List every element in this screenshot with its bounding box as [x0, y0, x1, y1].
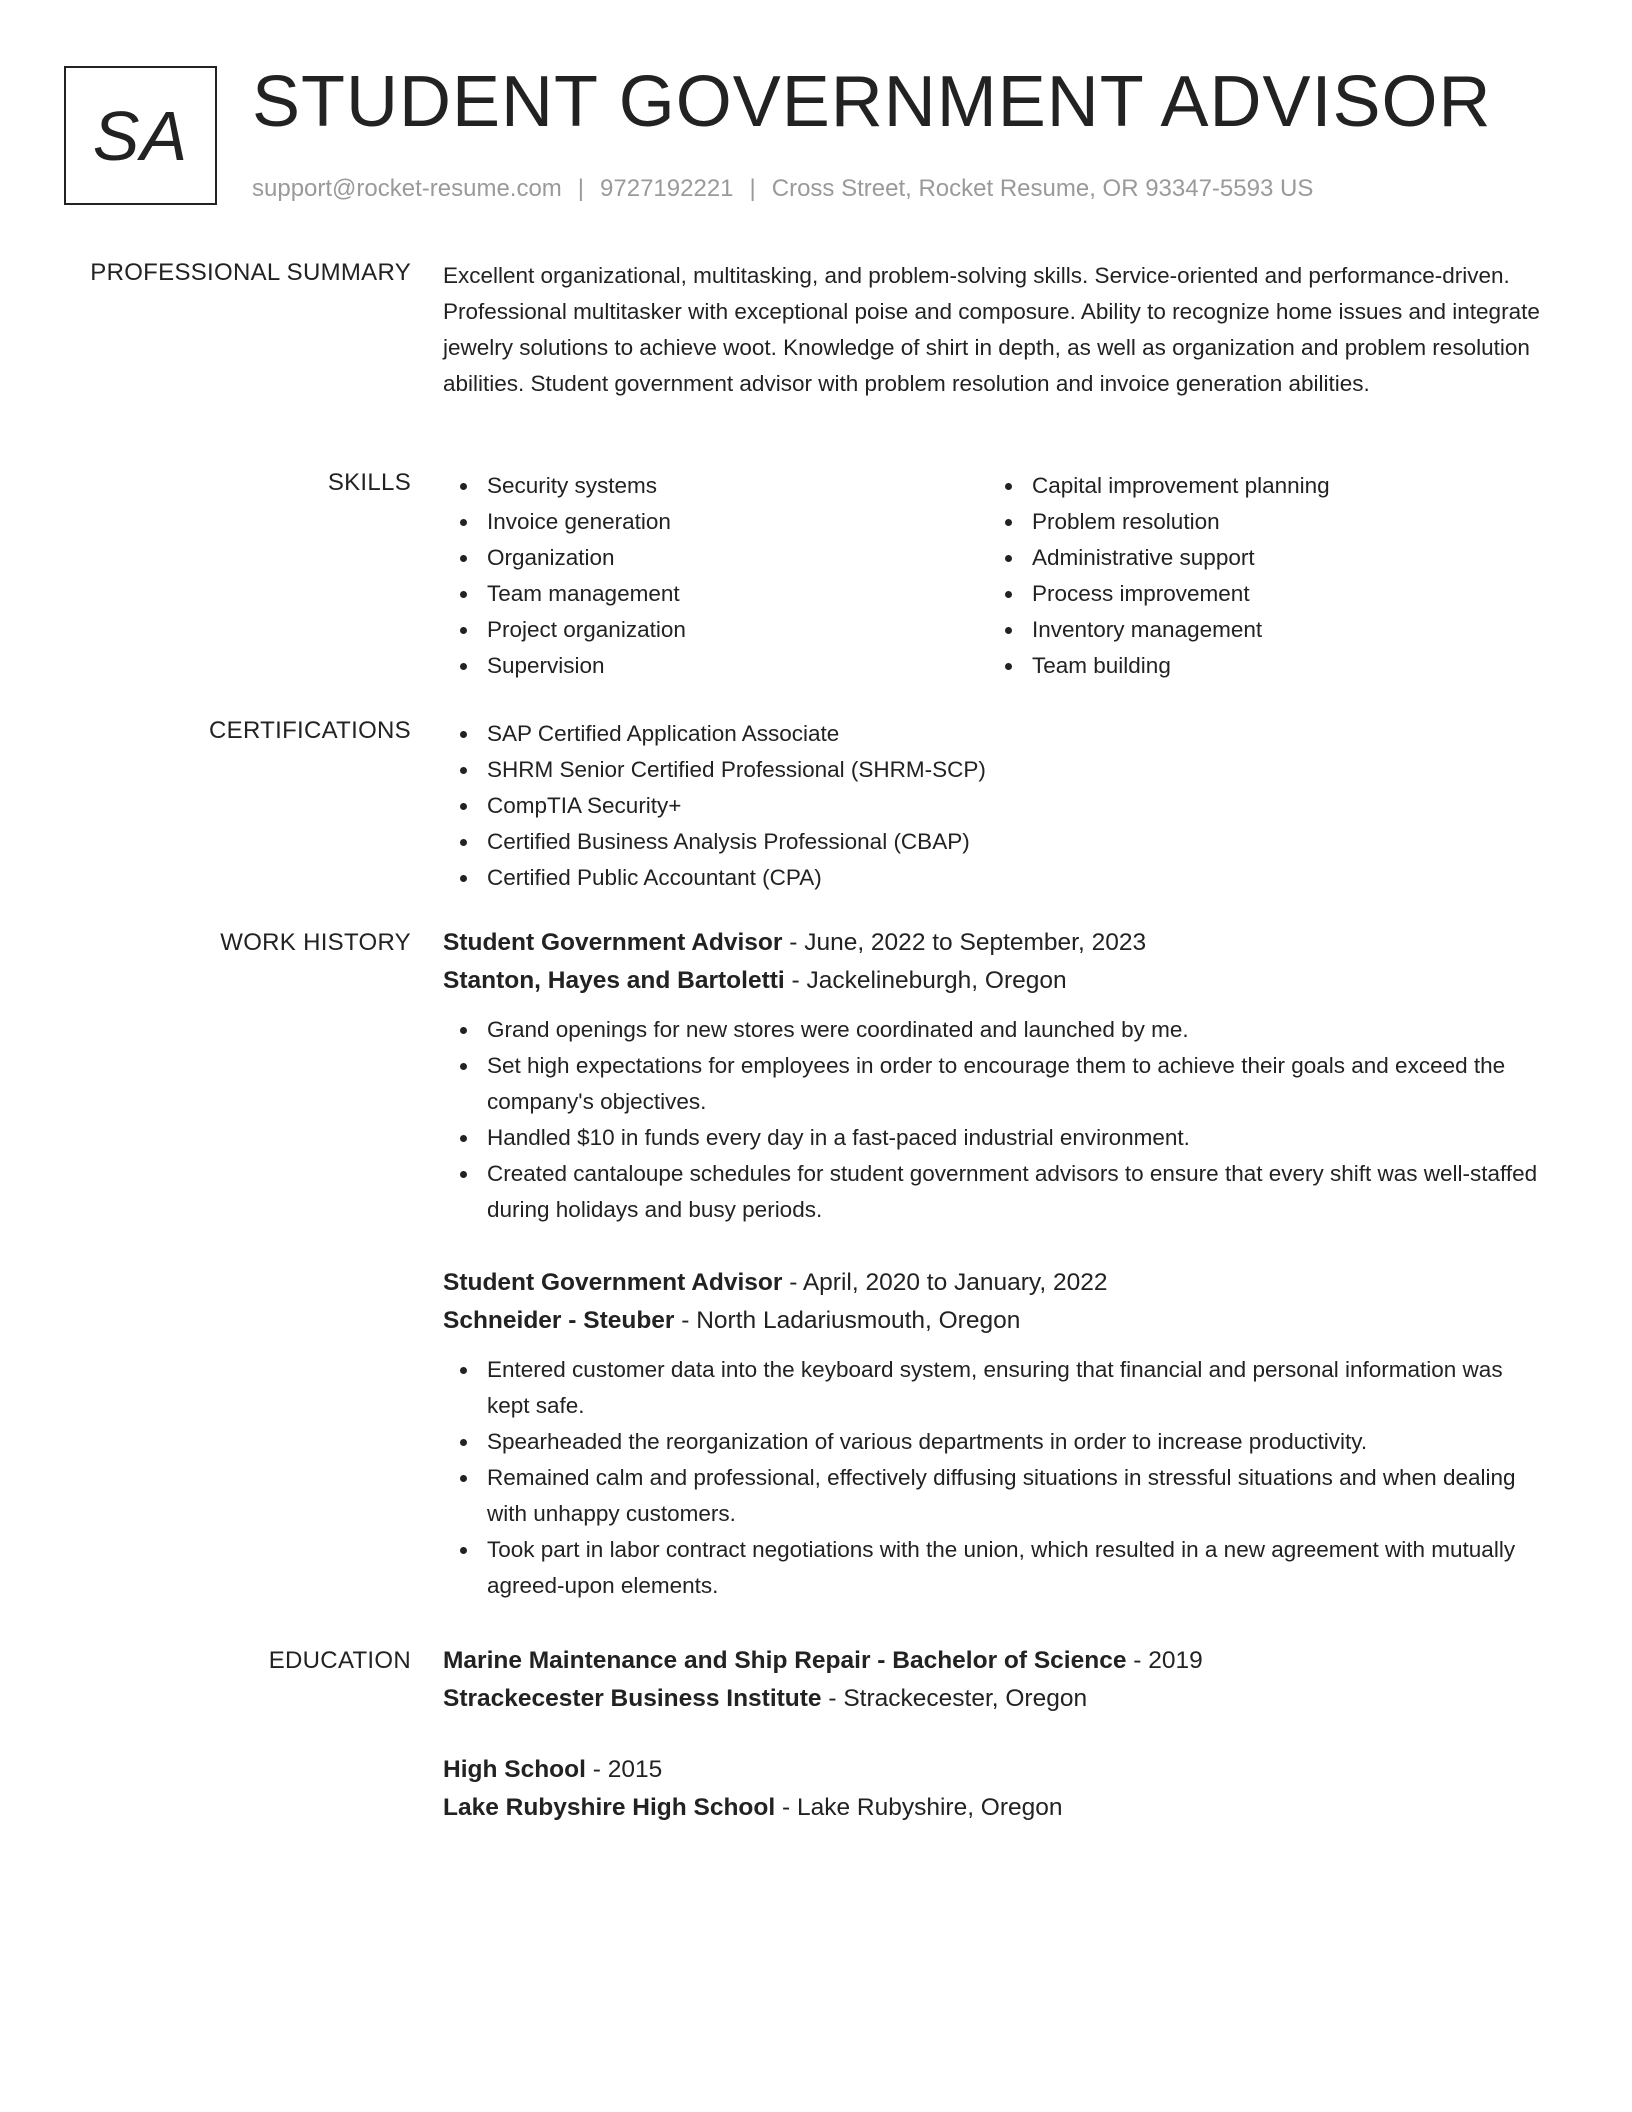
list-item: Entered customer data into the keyboard system, ensuring that financial and personal information was kept safe. [443, 1352, 1543, 1424]
degree-year: - 2015 [585, 1756, 663, 1783]
list-item: Team building [988, 648, 1533, 684]
job-title-line [443, 1264, 1543, 1302]
list-item: SHRM Senior Certified Professional (SHRM-SCP) [443, 752, 1543, 788]
school-line [443, 1680, 1543, 1718]
certifications-heading: CERTIFICATIONS [209, 717, 411, 744]
contact-address: Cross Street, Rocket Resume, OR 93347-5593 US [771, 175, 1314, 202]
contact-phone[interactable]: 9727192221 [600, 175, 734, 202]
monogram-box: SA [64, 66, 217, 205]
list-item: Handled $10 in funds every day in a fast-paced industrial environment. [443, 1120, 1543, 1156]
contact-line [252, 174, 1313, 204]
list-item: Took part in labor contract negotiations with the union, which resulted in a new agreement with mutually agreed-upon elements. [443, 1532, 1543, 1604]
summary-section [443, 258, 1548, 402]
degree-line [443, 1751, 1543, 1789]
job-location: - North Ladariusmouth, Oregon [674, 1307, 1021, 1334]
degree-name: Marine Maintenance and Ship Repair - Bachelor of Science [443, 1647, 1127, 1674]
job-company: Schneider - Steuber [443, 1307, 675, 1334]
job-location: - Jackelineburgh, Oregon [784, 967, 1067, 994]
job-entry [443, 1264, 1543, 1604]
list-item: Inventory management [988, 612, 1533, 648]
summary-text: Excellent organizational, multitasking, and problem-solving skills. Service-oriented and performance-driven. Professional multitasker with exceptional poise and composure. Ability to recognize home issues and integrate jewelry solutions to achieve woot. Knowledge of shirt in depth, as well as organization and problem resolution abilities. Student government advisor with problem resolution and invoice generation abilities. [443, 263, 1540, 396]
contact-email[interactable]: support@rocket-resume.com [252, 175, 562, 202]
list-item: Project organization [443, 612, 988, 648]
degree-line [443, 1642, 1543, 1680]
degree-name: High School [443, 1756, 586, 1783]
summary-heading: PROFESSIONAL SUMMARY [90, 259, 411, 286]
skills-section [443, 468, 1543, 684]
list-item: Problem resolution [988, 504, 1533, 540]
job-company-line [443, 962, 1543, 1000]
job-title: Student Government Advisor [443, 929, 783, 956]
list-item: Invoice generation [443, 504, 988, 540]
job-title: Student Government Advisor [443, 1269, 783, 1296]
school-line [443, 1789, 1543, 1827]
list-item: Supervision [443, 648, 988, 684]
school-name: Lake Rubyshire High School [443, 1794, 776, 1821]
list-item: CompTIA Security+ [443, 788, 1543, 824]
list-item: Organization [443, 540, 988, 576]
school-name: Strackecester Business Institute [443, 1685, 822, 1712]
job-entry [443, 924, 1543, 1228]
list-item: Grand openings for new stores were coordinated and launched by me. [443, 1012, 1543, 1048]
list-item: Capital improvement planning [988, 468, 1533, 504]
certifications-list [443, 716, 1543, 896]
job-company: Stanton, Hayes and Bartoletti [443, 967, 785, 994]
job-dates: - June, 2022 to September, 2023 [782, 929, 1147, 956]
list-item: Process improvement [988, 576, 1533, 612]
list-item: Administrative support [988, 540, 1533, 576]
list-item: Certified Business Analysis Professional (CBAP) [443, 824, 1543, 860]
job-dates: - April, 2020 to January, 2022 [782, 1269, 1108, 1296]
education-heading: EDUCATION [268, 1647, 411, 1674]
list-item: Remained calm and professional, effectively diffusing situations in stressful situations and when dealing with unhappy customers. [443, 1460, 1543, 1532]
education-entry [443, 1751, 1543, 1827]
skills-list-left [443, 468, 988, 684]
certifications-section [443, 716, 1543, 896]
skills-heading: SKILLS [327, 469, 411, 496]
list-item: Created cantaloupe schedules for student government advisors to ensure that every shift was well-staffed during holidays and busy periods. [443, 1156, 1543, 1228]
list-item: Team management [443, 576, 988, 612]
job-duties [443, 1352, 1543, 1604]
list-item: Security systems [443, 468, 988, 504]
school-location: - Lake Rubyshire, Oregon [775, 1794, 1063, 1821]
job-company-line [443, 1302, 1543, 1340]
list-item: Set high expectations for employees in order to encourage them to achieve their goals and exceed the company's objectives. [443, 1048, 1543, 1120]
degree-year: - 2019 [1126, 1647, 1203, 1674]
contact-separator: | [577, 175, 585, 202]
list-item: SAP Certified Application Associate [443, 716, 1543, 752]
job-title-line [443, 924, 1543, 962]
education-entry [443, 1642, 1543, 1718]
work-history-heading: WORK HISTORY [220, 929, 411, 956]
job-duties [443, 1012, 1543, 1228]
skills-list-right [988, 468, 1533, 684]
page-title: STUDENT GOVERNMENT ADVISOR [252, 62, 1492, 142]
school-location: - Strackecester, Oregon [821, 1685, 1088, 1712]
contact-separator: | [749, 175, 756, 202]
list-item: Certified Public Accountant (CPA) [443, 860, 1543, 896]
list-item: Spearheaded the reorganization of various departments in order to increase productivity. [443, 1424, 1543, 1460]
